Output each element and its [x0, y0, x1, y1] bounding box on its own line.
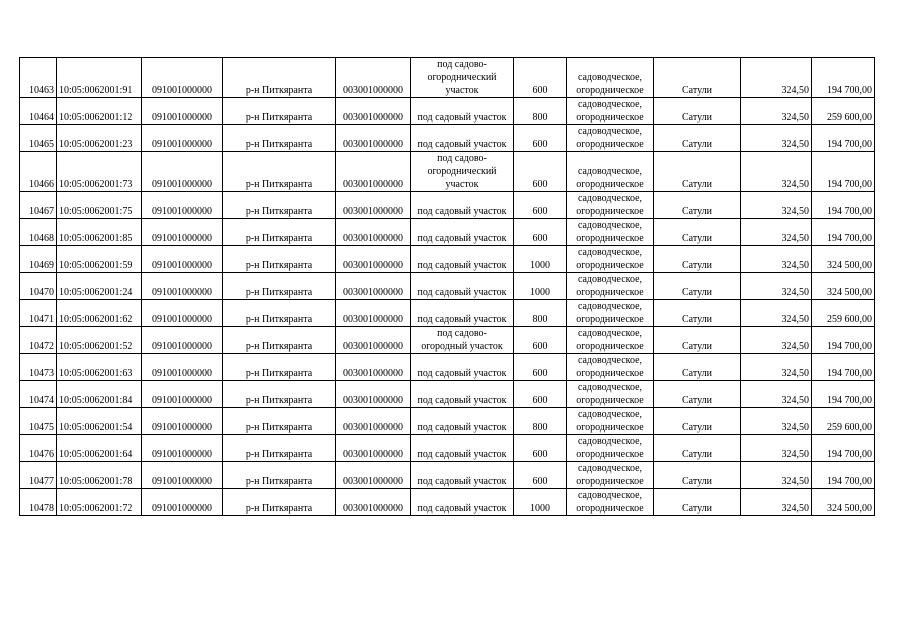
cadastral-value-cell: 194 700,00	[812, 125, 875, 152]
locality-cell: Сатули	[654, 462, 741, 489]
row-number-cell: 10472	[20, 327, 57, 354]
cadastral-value-cell: 194 700,00	[812, 381, 875, 408]
table-row	[20, 435, 875, 462]
district-cell: р-н Питкяранта	[223, 192, 336, 219]
locality-cell: Сатули	[654, 408, 741, 435]
permitted-use-line: под садовый участок	[417, 314, 507, 325]
permitted-use-cell	[411, 125, 514, 152]
land-category-line: огородническое	[576, 476, 644, 487]
cadastral-number-cell: 10:05:0062001:59	[57, 246, 142, 273]
cadastral-number-cell: 10:05:0062001:72	[57, 489, 142, 516]
cadastral-value-cell: 259 600,00	[812, 408, 875, 435]
land-category-cell	[567, 489, 654, 516]
okato-code-cell: 091001000000	[142, 489, 223, 516]
area-cell: 1000	[514, 246, 567, 273]
permitted-use-line: огороднический	[427, 166, 497, 177]
permitted-use-line: под садово-	[437, 328, 487, 339]
district-cell: р-н Питкяранта	[223, 152, 336, 192]
land-category-line: садоводческое,	[577, 355, 643, 366]
cadastral-number-cell: 10:05:0062001:23	[57, 125, 142, 152]
cadastral-number-cell: 10:05:0062001:75	[57, 192, 142, 219]
specific-value-cell: 324,50	[741, 192, 812, 219]
table-row	[20, 462, 875, 489]
area-cell: 600	[514, 58, 567, 98]
cadastral-value-cell: 194 700,00	[812, 435, 875, 462]
specific-value-cell: 324,50	[741, 408, 812, 435]
locality-cell: Сатули	[654, 381, 741, 408]
row-number-cell: 10475	[20, 408, 57, 435]
okato-code-cell: 091001000000	[142, 246, 223, 273]
cadastral-value-cell: 259 600,00	[812, 300, 875, 327]
land-category-line: садоводческое,	[577, 490, 643, 501]
cadastral-value-cell: 259 600,00	[812, 98, 875, 125]
cadastral-value-cell: 194 700,00	[812, 327, 875, 354]
land-category-line: садоводческое,	[577, 328, 643, 339]
cadastral-number-cell: 10:05:0062001:91	[57, 58, 142, 98]
row-number-cell: 10474	[20, 381, 57, 408]
permitted-use-cell	[411, 98, 514, 125]
land-category-cell	[567, 125, 654, 152]
land-category-line: садоводческое,	[577, 166, 643, 177]
land-category-line: садоводческое,	[577, 382, 643, 393]
row-number-cell: 10464	[20, 98, 57, 125]
permitted-use-line: участок	[445, 85, 479, 96]
cadastral-value-cell: 194 700,00	[812, 152, 875, 192]
specific-value-cell: 324,50	[741, 489, 812, 516]
land-category-line: садоводческое,	[577, 409, 643, 420]
land-category-line: огородническое	[576, 368, 644, 379]
row-number-cell: 10470	[20, 273, 57, 300]
specific-value-cell: 324,50	[741, 246, 812, 273]
permitted-use-cell	[411, 462, 514, 489]
permitted-use-line: под садовый участок	[417, 233, 507, 244]
cadastral-value-cell: 324 500,00	[812, 246, 875, 273]
kladr-code-cell: 003001000000	[336, 381, 411, 408]
specific-value-cell: 324,50	[741, 98, 812, 125]
locality-cell: Сатули	[654, 435, 741, 462]
permitted-use-line: под садово-	[437, 59, 487, 70]
area-cell: 600	[514, 354, 567, 381]
cadastral-value-cell: 194 700,00	[812, 219, 875, 246]
kladr-code-cell: 003001000000	[336, 435, 411, 462]
okato-code-cell: 091001000000	[142, 408, 223, 435]
permitted-use-line: под садовый участок	[417, 422, 507, 433]
area-cell: 600	[514, 219, 567, 246]
kladr-code-cell: 003001000000	[336, 192, 411, 219]
permitted-use-cell	[411, 408, 514, 435]
district-cell: р-н Питкяранта	[223, 246, 336, 273]
okato-code-cell: 091001000000	[142, 462, 223, 489]
land-category-line: садоводческое,	[577, 247, 643, 258]
district-cell: р-н Питкяранта	[223, 408, 336, 435]
land-category-line: огородническое	[576, 287, 644, 298]
okato-code-cell: 091001000000	[142, 327, 223, 354]
table-row	[20, 152, 875, 192]
table-body	[20, 58, 875, 516]
permitted-use-cell	[411, 435, 514, 462]
district-cell: р-н Питкяранта	[223, 219, 336, 246]
locality-cell: Сатули	[654, 219, 741, 246]
permitted-use-cell	[411, 327, 514, 354]
area-cell: 600	[514, 327, 567, 354]
row-number-cell: 10465	[20, 125, 57, 152]
permitted-use-cell	[411, 354, 514, 381]
kladr-code-cell: 003001000000	[336, 354, 411, 381]
permitted-use-line: под садовый участок	[417, 287, 507, 298]
table-row	[20, 58, 875, 98]
table-row	[20, 219, 875, 246]
table-row	[20, 408, 875, 435]
land-category-line: садоводческое,	[577, 274, 643, 285]
land-category-cell	[567, 246, 654, 273]
row-number-cell: 10471	[20, 300, 57, 327]
row-number-cell: 10477	[20, 462, 57, 489]
cadastral-value-cell: 194 700,00	[812, 58, 875, 98]
row-number-cell: 10478	[20, 489, 57, 516]
permitted-use-cell	[411, 381, 514, 408]
kladr-code-cell: 003001000000	[336, 98, 411, 125]
locality-cell: Сатули	[654, 152, 741, 192]
kladr-code-cell: 003001000000	[336, 246, 411, 273]
land-category-line: огородническое	[576, 341, 644, 352]
land-category-line: огородническое	[576, 233, 644, 244]
permitted-use-cell	[411, 152, 514, 192]
area-cell: 600	[514, 381, 567, 408]
district-cell: р-н Питкяранта	[223, 58, 336, 98]
area-cell: 1000	[514, 489, 567, 516]
row-number-cell: 10466	[20, 152, 57, 192]
land-category-cell	[567, 192, 654, 219]
area-cell: 1000	[514, 273, 567, 300]
okato-code-cell: 091001000000	[142, 354, 223, 381]
kladr-code-cell: 003001000000	[336, 219, 411, 246]
locality-cell: Сатули	[654, 354, 741, 381]
land-category-line: садоводческое,	[577, 301, 643, 312]
kladr-code-cell: 003001000000	[336, 489, 411, 516]
permitted-use-cell	[411, 219, 514, 246]
specific-value-cell: 324,50	[741, 219, 812, 246]
cadastral-number-cell: 10:05:0062001:52	[57, 327, 142, 354]
cadastral-value-cell: 194 700,00	[812, 462, 875, 489]
table-row	[20, 246, 875, 273]
land-category-line: огородническое	[576, 260, 644, 271]
kladr-code-cell: 003001000000	[336, 408, 411, 435]
district-cell: р-н Питкяранта	[223, 300, 336, 327]
permitted-use-line: под садовый участок	[417, 206, 507, 217]
kladr-code-cell: 003001000000	[336, 327, 411, 354]
district-cell: р-н Питкяранта	[223, 462, 336, 489]
land-category-cell	[567, 462, 654, 489]
row-number-cell: 10468	[20, 219, 57, 246]
table-row	[20, 125, 875, 152]
permitted-use-cell	[411, 300, 514, 327]
land-category-cell	[567, 58, 654, 98]
cadastral-number-cell: 10:05:0062001:62	[57, 300, 142, 327]
area-cell: 800	[514, 300, 567, 327]
land-category-line: садоводческое,	[577, 220, 643, 231]
district-cell: р-н Питкяранта	[223, 98, 336, 125]
land-category-line: садоводческое,	[577, 436, 643, 447]
kladr-code-cell: 003001000000	[336, 58, 411, 98]
land-category-line: садоводческое,	[577, 126, 643, 137]
district-cell: р-н Питкяранта	[223, 381, 336, 408]
row-number-cell: 10467	[20, 192, 57, 219]
land-category-line: огородническое	[576, 85, 644, 96]
table-row	[20, 327, 875, 354]
permitted-use-line: огороднический	[427, 72, 497, 83]
row-number-cell: 10463	[20, 58, 57, 98]
area-cell: 600	[514, 152, 567, 192]
land-category-cell	[567, 327, 654, 354]
land-category-line: садоводческое,	[577, 99, 643, 110]
land-category-line: огородническое	[576, 206, 644, 217]
specific-value-cell: 324,50	[741, 273, 812, 300]
cadastral-value-cell: 194 700,00	[812, 354, 875, 381]
cadastral-value-cell: 324 500,00	[812, 489, 875, 516]
row-number-cell: 10473	[20, 354, 57, 381]
locality-cell: Сатули	[654, 192, 741, 219]
kladr-code-cell: 003001000000	[336, 462, 411, 489]
cadastral-number-cell: 10:05:0062001:84	[57, 381, 142, 408]
permitted-use-line: под садовый участок	[417, 449, 507, 460]
permitted-use-line: под садовый участок	[417, 139, 507, 150]
specific-value-cell: 324,50	[741, 462, 812, 489]
permitted-use-line: участок	[445, 179, 479, 190]
area-cell: 600	[514, 192, 567, 219]
permitted-use-line: под садовый участок	[417, 368, 507, 379]
table-row	[20, 273, 875, 300]
district-cell: р-н Питкяранта	[223, 327, 336, 354]
land-category-line: садоводческое,	[577, 72, 643, 83]
cadastral-number-cell: 10:05:0062001:85	[57, 219, 142, 246]
area-cell: 800	[514, 408, 567, 435]
land-category-cell	[567, 152, 654, 192]
area-cell: 600	[514, 435, 567, 462]
okato-code-cell: 091001000000	[142, 152, 223, 192]
specific-value-cell: 324,50	[741, 435, 812, 462]
cadastral-number-cell: 10:05:0062001:78	[57, 462, 142, 489]
locality-cell: Сатули	[654, 327, 741, 354]
land-category-line: огородническое	[576, 139, 644, 150]
land-category-line: огородническое	[576, 503, 644, 514]
land-category-line: огородническое	[576, 395, 644, 406]
land-category-cell	[567, 98, 654, 125]
land-category-cell	[567, 435, 654, 462]
land-category-line: садоводческое,	[577, 193, 643, 204]
land-category-cell	[567, 354, 654, 381]
specific-value-cell: 324,50	[741, 152, 812, 192]
okato-code-cell: 091001000000	[142, 300, 223, 327]
land-category-line: огородническое	[576, 422, 644, 433]
land-category-line: огородническое	[576, 112, 644, 123]
specific-value-cell: 324,50	[741, 125, 812, 152]
row-number-cell: 10469	[20, 246, 57, 273]
land-category-cell	[567, 219, 654, 246]
locality-cell: Сатули	[654, 246, 741, 273]
land-category-cell	[567, 408, 654, 435]
kladr-code-cell: 003001000000	[336, 125, 411, 152]
okato-code-cell: 091001000000	[142, 98, 223, 125]
permitted-use-cell	[411, 246, 514, 273]
kladr-code-cell: 003001000000	[336, 300, 411, 327]
permitted-use-cell	[411, 273, 514, 300]
area-cell: 600	[514, 125, 567, 152]
land-category-line: огородническое	[576, 179, 644, 190]
cadastral-value-cell: 194 700,00	[812, 192, 875, 219]
okato-code-cell: 091001000000	[142, 273, 223, 300]
table-row	[20, 354, 875, 381]
locality-cell: Сатули	[654, 300, 741, 327]
row-number-cell: 10476	[20, 435, 57, 462]
district-cell: р-н Питкяранта	[223, 273, 336, 300]
okato-code-cell: 091001000000	[142, 219, 223, 246]
specific-value-cell: 324,50	[741, 381, 812, 408]
permitted-use-line: под садово-	[437, 153, 487, 164]
district-cell: р-н Питкяранта	[223, 125, 336, 152]
okato-code-cell: 091001000000	[142, 381, 223, 408]
cadastral-value-cell: 324 500,00	[812, 273, 875, 300]
cadastral-number-cell: 10:05:0062001:54	[57, 408, 142, 435]
okato-code-cell: 091001000000	[142, 435, 223, 462]
cadastral-number-cell: 10:05:0062001:12	[57, 98, 142, 125]
cadastral-registry-table	[19, 57, 875, 516]
land-category-cell	[567, 273, 654, 300]
permitted-use-cell	[411, 489, 514, 516]
kladr-code-cell: 003001000000	[336, 152, 411, 192]
district-cell: р-н Питкяранта	[223, 435, 336, 462]
district-cell: р-н Питкяранта	[223, 489, 336, 516]
locality-cell: Сатули	[654, 98, 741, 125]
specific-value-cell: 324,50	[741, 300, 812, 327]
specific-value-cell: 324,50	[741, 327, 812, 354]
cadastral-number-cell: 10:05:0062001:64	[57, 435, 142, 462]
permitted-use-line: под садовый участок	[417, 476, 507, 487]
locality-cell: Сатули	[654, 273, 741, 300]
okato-code-cell: 091001000000	[142, 125, 223, 152]
permitted-use-cell	[411, 58, 514, 98]
table-row	[20, 489, 875, 516]
permitted-use-line: под садовый участок	[417, 260, 507, 271]
kladr-code-cell: 003001000000	[336, 273, 411, 300]
specific-value-cell: 324,50	[741, 354, 812, 381]
cadastral-number-cell: 10:05:0062001:24	[57, 273, 142, 300]
permitted-use-line: под садовый участок	[417, 395, 507, 406]
land-category-line: огородническое	[576, 314, 644, 325]
table-row	[20, 300, 875, 327]
specific-value-cell: 324,50	[741, 58, 812, 98]
okato-code-cell: 091001000000	[142, 58, 223, 98]
table-row	[20, 98, 875, 125]
locality-cell: Сатули	[654, 489, 741, 516]
area-cell: 600	[514, 462, 567, 489]
land-category-cell	[567, 381, 654, 408]
land-category-line: садоводческое,	[577, 463, 643, 474]
land-category-line: огородническое	[576, 449, 644, 460]
cadastral-number-cell: 10:05:0062001:63	[57, 354, 142, 381]
table-row	[20, 381, 875, 408]
permitted-use-line: огородный участок	[421, 341, 503, 352]
locality-cell: Сатули	[654, 125, 741, 152]
area-cell: 800	[514, 98, 567, 125]
district-cell: р-н Питкяранта	[223, 354, 336, 381]
table-row	[20, 192, 875, 219]
land-category-cell	[567, 300, 654, 327]
locality-cell: Сатули	[654, 58, 741, 98]
permitted-use-line: под садовый участок	[417, 503, 507, 514]
permitted-use-cell	[411, 192, 514, 219]
okato-code-cell: 091001000000	[142, 192, 223, 219]
permitted-use-line: под садовый участок	[417, 112, 507, 123]
cadastral-number-cell: 10:05:0062001:73	[57, 152, 142, 192]
